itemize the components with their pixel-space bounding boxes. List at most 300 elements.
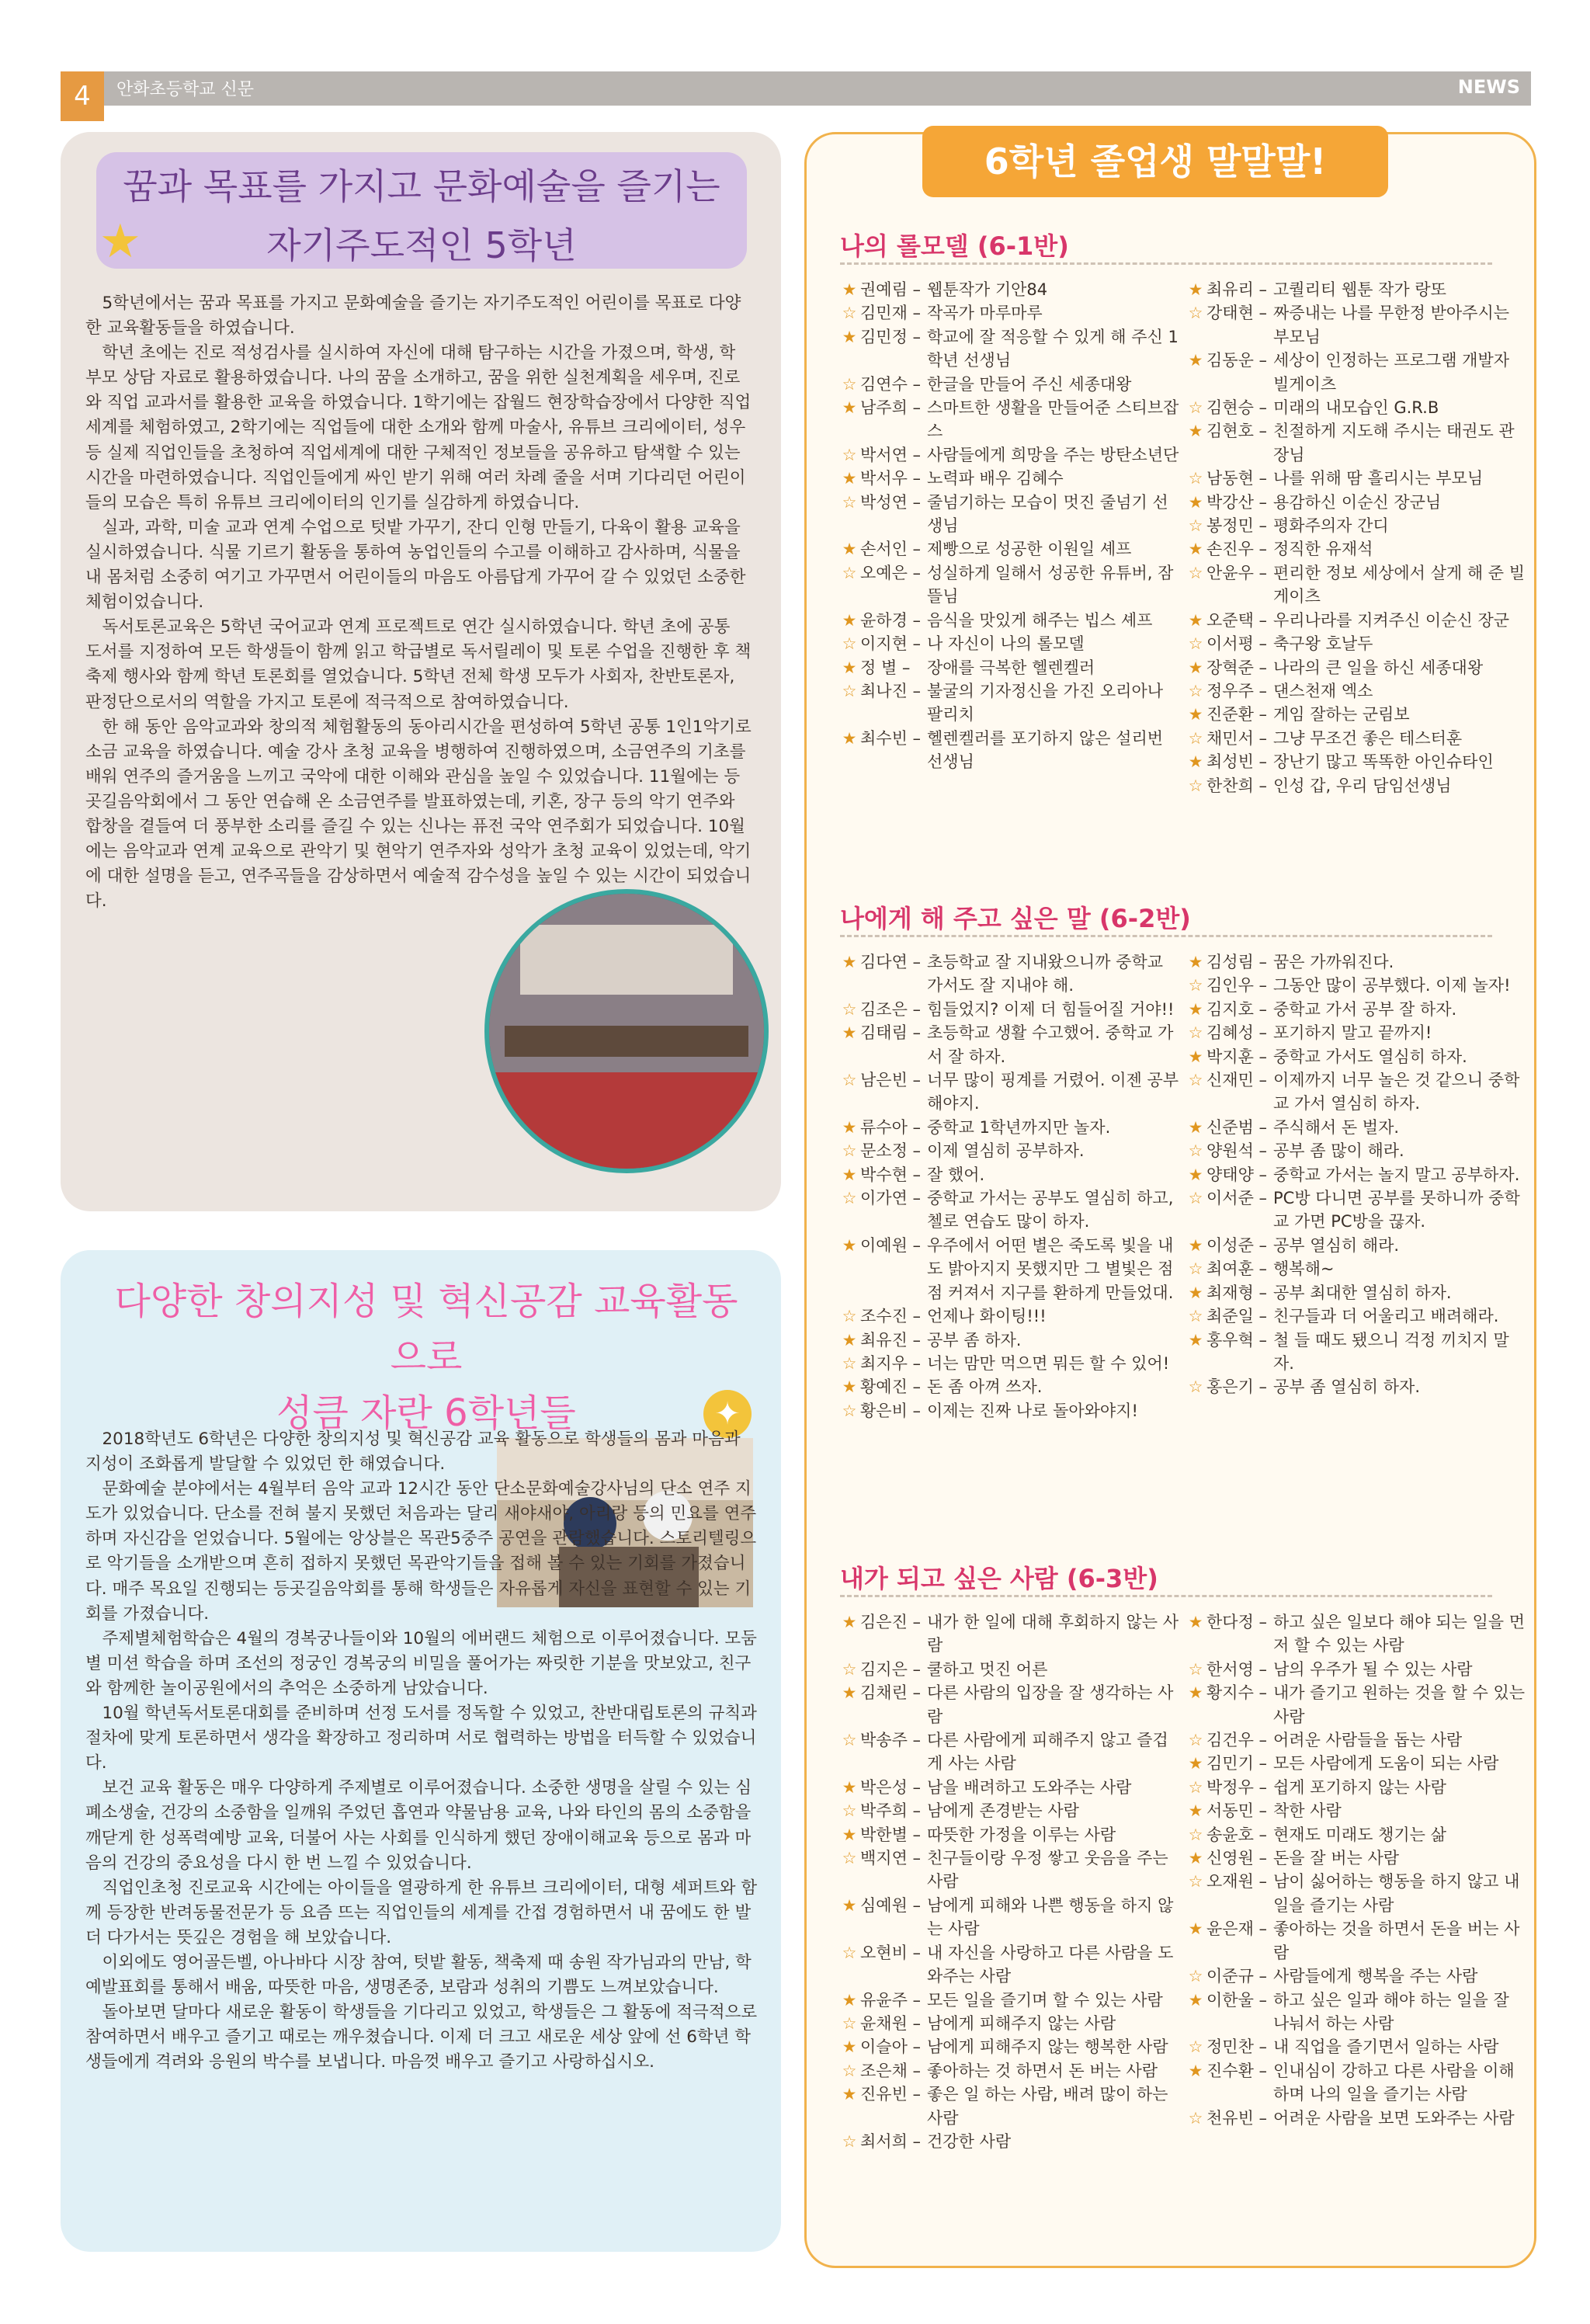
graduate-message: 용감하신 이순신 장군님 <box>1273 492 1442 512</box>
article1-title <box>96 152 747 269</box>
star-bullet-icon: ☆ <box>1188 304 1203 323</box>
graduate-entry <box>1186 998 1528 1021</box>
graduate-name: 최유리 – <box>1206 280 1268 299</box>
graduate-message: 모든 일을 즐기며 할 수 있는 사람 <box>927 1990 1163 2010</box>
article2-title <box>101 1273 752 1441</box>
graduate-name: 박성연 – <box>860 492 922 512</box>
star-bullet-icon: ☆ <box>1188 1377 1203 1397</box>
graduate-message: 꿈은 가까워진다. <box>1273 953 1394 971</box>
graduate-name: 최재형 – <box>1206 1283 1268 1302</box>
graduate-name: 박송주 – <box>860 1731 922 1750</box>
graduate-message: 내가 즐기고 원하는 것을 할 수 있는 사람 <box>1273 1683 1526 1726</box>
graduate-entry <box>1186 1021 1528 1044</box>
graduate-entry <box>840 443 1182 467</box>
article1-body <box>85 291 752 914</box>
star-mascot-icon: ★ <box>99 214 141 269</box>
graduate-entry <box>1186 278 1528 301</box>
graduate-entry <box>840 1375 1182 1398</box>
graduate-name: 오현비 – <box>860 1943 922 1962</box>
graduate-message: 너무 많이 핑계를 거렸어. 이젠 공부해야지. <box>927 1071 1179 1113</box>
graduate-name: 오준택 – <box>1206 610 1268 630</box>
graduate-name: 이예원 – <box>860 1235 922 1255</box>
star-bullet-icon: ★ <box>842 2085 857 2104</box>
graduate-message: 한글을 만들어 주신 세종대왕 <box>927 374 1132 394</box>
section-column-right <box>1186 1610 1528 2130</box>
paragraph: 독서토론교육은 5학년 국어교과 연계 프로젝트로 연간 실시하였습니다. 학년 초에 공통 도서를 지정하여 모든 학생들이 함께 읽고 학급별로 독서릴레이 및 토론 수업을 진행한 후 책 축제 행사와 함께 학년 토론회를 열었습니다. 5학년 전체 학생 모두가 사회자, 찬반토론자, 판정단으로서의 역할을 가지고 토론에 적극적으로 참여하였습니다. <box>85 617 752 712</box>
star-bullet-icon: ☆ <box>1188 681 1203 700</box>
star-bullet-icon: ★ <box>1188 1849 1203 1868</box>
paragraph: 문화예술 분야에서는 4월부터 음악 교과 12시간 동안 단소문화예술강사님의 단소 연주 지도가 있었습니다. 단소를 전혀 불지 못했던 처음과는 달리 새야새야, 아리랑 등의 민요를 연주하며 자신감을 얻었습니다. 5월에는 앙상블은 목관5중주 공연을 관람했습니다. 스토리텔링으로 악기들을 소개받으며 흔히 접하지 못했던 목관악기들을 접해 볼 수 있는 기회를 가졌습니다. 매주 목요일 진행되는 등곳길음악회를 통해 학생들은 자유롭게 자신을 표현할 수 있는 기회를 가졌습니다. <box>85 1479 757 1624</box>
graduate-name: 한다정 – <box>1206 1613 1268 1631</box>
graduate-message: 줄넘기하는 모습이 멋진 줄넘기 선생님 <box>927 492 1168 536</box>
star-bullet-icon: ★ <box>1188 705 1203 724</box>
graduate-entry <box>840 2012 1182 2035</box>
section-column-left <box>840 950 1182 1423</box>
graduate-name: 진유빈 – <box>860 2085 922 2104</box>
star-bullet-icon: ★ <box>1188 422 1203 441</box>
paragraph: 한 해 동안 음악교과와 창의적 체험활동의 동아리시간을 편성하여 5학년 공통 1인1악기로 소금 교육을 하였습니다. 예술 강사 초청 교육을 병행하여 진행하였으며, 소금연주의 기초를 배워 연주의 즐거움을 느끼고 국악에 대한 이해와 관심을 높일 수 있었습니다. 11월에는 등곳길음악회에서 그 동안 연습해 온 소금연주를 발표하였는데, 키혼, 장구 등의 악기 연주와 합창을 곁들여 더 풍부한 소리를 즐길 수 있는 신나는 퓨전 국악 연주회가 되었습니다. 10월에는 음악교과 연계 교육으로 관악기 및 현악기 연주자와 성악가 초청 교육이 있었는데, 악기에 대한 설명을 듣고, 연주곡들을 감상하면서 예술적 감수성을 높일 수 있는 시간이 되었습니다. <box>85 717 752 912</box>
star-bullet-icon: ★ <box>1188 492 1203 512</box>
paragraph: 5학년에서는 꿈과 목표를 가지고 문화예술을 즐기는 자기주도적인 어린이를 목표로 다양한 교육활동들을 하였습니다. <box>85 294 741 339</box>
graduate-message: 중학교 1학년까지만 놀자. <box>927 1117 1111 1137</box>
graduate-name: 한찬희 – <box>1206 776 1268 795</box>
graduate-name: 김현호 – <box>1206 422 1268 441</box>
graduate-message: 철 들 때도 됐으니 걱정 끼치지 말자. <box>1273 1330 1509 1373</box>
graduate-name: 박주희 – <box>860 1801 922 1821</box>
section-column-left <box>840 1610 1182 2153</box>
star-bullet-icon: ★ <box>1188 540 1203 559</box>
star-bullet-icon: ★ <box>842 1117 857 1137</box>
section-divider <box>840 262 1492 265</box>
graduate-entry <box>840 1186 1182 1234</box>
section-heading: 나의 롤모델 (6-1반) <box>840 231 1069 261</box>
graduate-entry <box>840 1163 1182 1186</box>
graduate-entry <box>1186 2035 1528 2058</box>
graduate-name: 남주희 – <box>860 398 922 418</box>
graduate-entry <box>840 1399 1182 1423</box>
graduate-name: 박수현 – <box>860 1165 922 1184</box>
graduate-message: 정직한 유재석 <box>1273 540 1373 559</box>
star-bullet-icon: ★ <box>1188 1283 1203 1302</box>
graduate-message: 행복해~ <box>1273 1259 1335 1279</box>
graduate-message: 남에게 피해주지 않는 사람 <box>927 2013 1116 2033</box>
graduate-entry <box>840 1139 1182 1162</box>
graduate-message: 친구들과 더 어울리고 배려해라. <box>1273 1307 1499 1326</box>
graduate-message: 하고 싶은 일과 해야 하는 일을 잘 나눠서 하는 사람 <box>1273 1990 1509 2033</box>
graduate-entry <box>840 325 1182 373</box>
graduate-message: 남이 싫어하는 행동을 하지 않고 내 일을 즐기는 사람 <box>1273 1872 1520 1915</box>
graduate-entry <box>1186 1068 1528 1116</box>
graduate-name: 이지현 – <box>860 634 922 654</box>
graduate-message: 잘 했어. <box>927 1165 985 1184</box>
graduate-message: 돈 좀 아껴 쓰자. <box>927 1377 1043 1397</box>
section-column-left <box>840 278 1182 774</box>
section-divider <box>840 935 1492 937</box>
paragraph: 직업인초청 진로교육 시간에는 아이들을 열광하게 한 유튜브 크리에이터, 대형 셰퍼트와 함께 등장한 반려동물전문가 등 요즘 뜨는 직업인들의 세계를 간접 경험하면서 내 꿈에도 한 발 더 다가서는 뜻깊은 경험을 해 보았습니다. <box>85 1878 758 1947</box>
graduate-entry <box>1186 301 1528 349</box>
graduate-message: 웹툰작가 기안84 <box>927 280 1048 299</box>
graduate-name: 박은성 – <box>860 1777 922 1797</box>
graduate-entry <box>840 491 1182 538</box>
graduate-name: 손진우 – <box>1206 540 1268 559</box>
graduate-name: 조수진 – <box>860 1307 922 1326</box>
star-bullet-icon: ★ <box>842 1613 857 1631</box>
star-bullet-icon: ★ <box>1188 1165 1203 1184</box>
graduate-name: 윤은재 – <box>1206 1919 1268 1939</box>
graduate-entry <box>1186 396 1528 419</box>
graduate-entry <box>840 278 1182 301</box>
graduate-name: 최서희 – <box>860 2131 922 2151</box>
article2-title-line2: 성큼 자란 6학년들 <box>276 1391 576 1435</box>
star-bullet-icon: ☆ <box>842 2061 857 2080</box>
star-bullet-icon: ★ <box>842 610 857 630</box>
star-bullet-icon: ★ <box>1188 1754 1203 1773</box>
graduate-name: 김다연 – <box>860 953 922 971</box>
graduate-name: 신준범 – <box>1206 1117 1268 1137</box>
star-bullet-icon: ★ <box>1188 1330 1203 1350</box>
paragraph: 주제별체험학습은 4월의 경복궁나들이와 10월의 에버랜드 체험으로 이루어졌습니다. 모둠별 미션 학습을 하며 조선의 정궁인 경복궁의 비밀을 풀어가는 짜릿한 기분을 맛보았고, 친구와 함께한 놀이공원에서의 추억은 소중하게 남았습니다. <box>85 1628 757 1698</box>
star-bullet-icon: ☆ <box>842 2131 857 2151</box>
section-column-right <box>1186 950 1528 1399</box>
paragraph: 10월 학년독서토론대회를 준비하며 선정 도서를 정독할 수 있었고, 찬반대립토론의 규칙과 절차에 맞게 토론하면서 생각을 확장하고 정리하며 서로 협력하는 방법을 터득할 수 있었습니다. <box>85 1704 757 1773</box>
paragraph: 보건 교육 활동은 매우 다양하게 주제별로 이루어졌습니다. 소중한 생명을 살릴 수 있는 심폐소생술, 건강의 소중함을 일깨워 주었던 흡연과 약물남용 교육, 나와 타인의 몸의 소중함을 깨닫게 한 성폭력예방 교육, 더불어 사는 사회를 인식하게 했던 장애이해교육 등으로 몸과 마음의 건강의 중요성을 다시 한 번 느낄 수 있었습니다. <box>85 1778 752 1873</box>
star-bullet-icon: ☆ <box>842 1731 857 1750</box>
star-bullet-icon: ★ <box>842 1777 857 1797</box>
graduate-name: 박한별 – <box>860 1825 922 1844</box>
graduate-message: 나 자신이 나의 롤모델 <box>927 634 1085 654</box>
star-bullet-icon: ★ <box>842 1990 857 2010</box>
graduate-message: 성실하게 일해서 성공한 유튜버, 잠뜰님 <box>927 563 1174 606</box>
graduate-message: 게임 잘하는 군림보 <box>1273 705 1410 724</box>
graduate-entry <box>1186 1045 1528 1068</box>
graduate-name: 박지훈 – <box>1206 1047 1268 1066</box>
graduate-entry <box>840 1116 1182 1139</box>
graduate-message: 그동안 많이 공부했다. 이제 놀자! <box>1273 976 1511 995</box>
graduate-entry <box>840 1329 1182 1352</box>
graduate-entry <box>840 396 1182 443</box>
star-bullet-icon: ★ <box>842 1825 857 1844</box>
graduate-name: 김채린 – <box>860 1683 922 1703</box>
paragraph: 2018학년도 6학년은 다양한 창의지성 및 혁신공감 교육 활동으로 학생들의 몸과 마음과 지성이 조화롭게 발달할 수 있었던 한 해였습니다. <box>85 1429 741 1475</box>
graduate-name: 채민서 – <box>1206 728 1268 748</box>
graduate-name: 김성림 – <box>1206 953 1268 971</box>
graduate-name: 류수아 – <box>860 1117 922 1137</box>
graduate-message: 착한 사람 <box>1273 1801 1342 1821</box>
graduate-name: 천유빈 – <box>1206 2108 1268 2128</box>
graduate-name: 오재원 – <box>1206 1872 1268 1892</box>
graduate-message: 어려운 사람을 보면 도와주는 사람 <box>1273 2108 1515 2128</box>
graduate-name: 김민기 – <box>1206 1754 1268 1773</box>
section-heading: 나에게 해 주고 싶은 말 (6-2반) <box>840 904 1191 933</box>
graduate-message: 남의 우주가 될 수 있는 사람 <box>1273 1659 1473 1679</box>
graduate-message: 이제까지 너무 놀은 것 같으니 중학교 가서 열심히 하자. <box>1273 1071 1520 1113</box>
star-bullet-icon: ★ <box>842 1377 857 1397</box>
graduate-name: 이성준 – <box>1206 1235 1268 1255</box>
graduate-message: 모든 사람에게 도움이 되는 사람 <box>1273 1754 1499 1773</box>
graduate-message: 노력파 배우 김혜수 <box>927 469 1064 488</box>
graduate-entry <box>1186 632 1528 655</box>
star-bullet-icon: ★ <box>842 728 857 748</box>
star-bullet-icon: ☆ <box>1188 728 1203 748</box>
graduate-message: 힘들었지? 이제 더 힘들어질 거야!! <box>927 999 1175 1019</box>
graduate-message: 이제 열심히 공부하자. <box>927 1141 1085 1161</box>
graduate-message: 공부 좀 열심히 하자. <box>1273 1377 1420 1397</box>
graduate-entry <box>1186 1281 1528 1304</box>
graduate-message: 고퀄리티 웹툰 작가 랑또 <box>1273 280 1446 299</box>
graduate-message: 공부 좀 하자. <box>927 1330 1022 1350</box>
graduate-name: 최여훈 – <box>1206 1259 1268 1279</box>
star-bullet-icon: ☆ <box>1188 1189 1203 1208</box>
graduate-name: 송윤호 – <box>1206 1825 1268 1844</box>
graduate-message: 쿨하고 멋진 어른 <box>927 1659 1048 1679</box>
star-bullet-icon: ★ <box>842 327 857 346</box>
graduate-entry <box>840 1304 1182 1328</box>
star-bullet-icon: ★ <box>842 1683 857 1703</box>
star-bullet-icon: ☆ <box>842 1353 857 1373</box>
star-bullet-icon: ★ <box>842 1330 857 1350</box>
graduate-entry <box>1186 1234 1528 1257</box>
graduate-name: 박서우 – <box>860 469 922 488</box>
graduate-message: 사람들에게 행복을 주는 사람 <box>1273 1967 1478 1986</box>
star-bullet-icon: ★ <box>1188 1613 1203 1631</box>
star-bullet-icon: ☆ <box>1188 976 1203 995</box>
graduate-entry <box>840 1021 1182 1068</box>
graduate-name: 손서인 – <box>860 540 922 559</box>
graduate-name: 정민찬 – <box>1206 2037 1268 2057</box>
graduate-name: 권예림 – <box>860 280 922 299</box>
graduate-entry <box>840 561 1182 609</box>
star-bullet-icon: ★ <box>842 953 857 971</box>
graduate-name: 홍은기 – <box>1206 1377 1268 1397</box>
graduate-message: 다른 사람에게 피해주지 않고 즐겁게 사는 사람 <box>927 1731 1168 1773</box>
graduate-name: 김태림 – <box>860 1023 922 1043</box>
star-bullet-icon: ☆ <box>1188 1825 1203 1844</box>
graduate-message: 학교에 잘 적응할 수 있게 해 주신 1학년 선생님 <box>927 327 1179 370</box>
graduate-message: 언제나 화이팅!!! <box>927 1307 1047 1326</box>
graduate-message: 불굴의 기자정신을 가진 오리아나 팔리치 <box>927 681 1164 724</box>
star-bullet-icon: ☆ <box>842 681 857 700</box>
graduate-message: 어려운 사람들을 돕는 사람 <box>1273 1731 1463 1750</box>
header-bar <box>61 71 1531 106</box>
graduate-entry <box>840 373 1182 396</box>
graduate-message: 내 직업을 즐기면서 일하는 사람 <box>1273 2037 1499 2057</box>
graduate-message: 편리한 정보 세상에서 살게 해 준 빌게이츠 <box>1273 563 1526 606</box>
star-bullet-icon: ★ <box>1188 1683 1203 1703</box>
star-bullet-icon: ☆ <box>1188 516 1203 536</box>
graduate-name: 진수환 – <box>1206 2061 1268 2080</box>
graduate-message: 현재도 미래도 챙기는 삶 <box>1273 1825 1446 1844</box>
star-bullet-icon: ☆ <box>1188 776 1203 795</box>
graduate-entry <box>1186 1116 1528 1139</box>
graduate-entry <box>1186 1846 1528 1870</box>
graduate-message: 나를 위해 땀 흘리시는 부모님 <box>1273 469 1484 488</box>
star-bullet-icon: ★ <box>842 1023 857 1043</box>
graduate-entry <box>840 1776 1182 1799</box>
graduate-entry <box>1186 1776 1528 1799</box>
section-column-right <box>1186 278 1528 797</box>
graduate-entry <box>840 950 1182 998</box>
graduate-entry <box>840 2059 1182 2083</box>
concert-photo <box>484 889 769 1173</box>
graduate-message: 중학교 가서는 공부도 열심히 하고, 첼로 연습도 많이 하자. <box>927 1189 1174 1231</box>
star-bullet-icon: ☆ <box>1188 1967 1203 1986</box>
star-bullet-icon: ★ <box>1188 1047 1203 1066</box>
graduate-entry <box>1186 467 1528 490</box>
graduate-message: 친절하게 지도해 주시는 태권도 관장님 <box>1273 422 1515 464</box>
graduate-message: 내가 한 일에 대해 후회하지 않는 사람 <box>927 1613 1179 1655</box>
graduate-entry <box>1186 1989 1528 2036</box>
graduate-message: 축구왕 호날두 <box>1273 634 1373 654</box>
lightbulb-icon: ✦ <box>703 1390 752 1438</box>
graduate-name: 안윤우 – <box>1206 563 1268 582</box>
graduate-entry <box>1186 679 1528 703</box>
graduate-name: 양원석 – <box>1206 1141 1268 1161</box>
star-bullet-icon: ★ <box>842 1235 857 1255</box>
graduate-entry <box>1186 1610 1528 1658</box>
graduate-name: 최나진 – <box>860 681 922 700</box>
star-bullet-icon: ★ <box>1188 610 1203 630</box>
star-bullet-icon: ★ <box>842 1895 857 1915</box>
graduate-message: 쉽게 포기하지 않는 사람 <box>1273 1777 1446 1797</box>
graduate-name: 최지우 – <box>860 1353 922 1373</box>
graduate-message: 남을 배려하고 도와주는 사람 <box>927 1777 1132 1797</box>
graduate-name: 황은비 – <box>860 1401 922 1420</box>
star-bullet-icon: ☆ <box>1188 398 1203 418</box>
graduate-entry <box>840 632 1182 655</box>
graduate-name: 윤하경 – <box>860 610 922 630</box>
graduate-message: 미래의 내모습인 G.R.B <box>1273 398 1439 418</box>
graduate-entry <box>1186 1257 1528 1280</box>
graduate-name: 김조은 – <box>860 999 922 1019</box>
news-label: NEWS <box>1457 76 1520 98</box>
star-bullet-icon: ★ <box>842 469 857 488</box>
star-bullet-icon: ★ <box>1188 999 1203 1019</box>
graduate-entry <box>1186 609 1528 632</box>
star-bullet-icon: ☆ <box>1188 2037 1203 2057</box>
star-bullet-icon: ☆ <box>842 374 857 394</box>
graduate-entry <box>1186 1375 1528 1398</box>
graduate-entry <box>840 1681 1182 1728</box>
graduate-entry <box>840 1799 1182 1822</box>
graduate-name: 남은빈 – <box>860 1071 922 1090</box>
graduate-message: 공부 좀 많이 해라. <box>1273 1141 1404 1161</box>
graduate-message: 인내심이 강하고 다른 사람을 이해하며 나의 일을 즐기는 사람 <box>1273 2061 1515 2104</box>
graduate-name: 황지수 – <box>1206 1683 1268 1703</box>
graduate-name: 이서준 – <box>1206 1189 1268 1208</box>
graduate-message: 스마트한 생활을 만들어준 스티브잡스 <box>927 398 1179 441</box>
graduate-name: 양태양 – <box>1206 1165 1268 1184</box>
graduate-message: 장난기 많고 똑똑한 아인슈타인 <box>1273 752 1494 772</box>
graduate-message: 좋아하는 것 하면서 돈 버는 사람 <box>927 2061 1158 2080</box>
star-bullet-icon: ★ <box>1188 1919 1203 1939</box>
graduate-name: 김지은 – <box>860 1659 922 1679</box>
graduate-message: 인성 갑, 우리 담임선생님 <box>1273 776 1452 795</box>
graduate-entry <box>1186 1139 1528 1162</box>
graduate-message: 그냥 무조건 좋은 테스터훈 <box>1273 728 1463 748</box>
section-divider <box>840 1595 1492 1597</box>
star-bullet-icon: ★ <box>1188 658 1203 677</box>
star-bullet-icon: ☆ <box>842 1849 857 1868</box>
graduate-message: PC방 다니면 공부를 못하니까 중학교 가면 PC방을 끊자. <box>1273 1189 1520 1231</box>
graduate-entry <box>840 609 1182 632</box>
graduate-entry <box>840 1846 1182 1894</box>
star-bullet-icon: ★ <box>1188 2061 1203 2080</box>
graduate-entry <box>840 679 1182 727</box>
star-bullet-icon: ☆ <box>1188 1023 1203 1043</box>
paragraph: 돌아보면 달마다 새로운 활동이 학생들을 기다리고 있었고, 학생들은 그 활동에 적극적으로 참여하면서 배우고 즐기고 때로는 깨우쳤습니다. 이제 더 크고 새로운 세상 앞에 선 6학년 학생들에게 격려와 응원의 박수를 보냅니다. 마음껏 배우고 즐기고 사랑하십시오. <box>85 2003 758 2072</box>
graduate-name: 정 별 – <box>860 658 911 677</box>
graduate-message: 장애를 극복한 헬렌켈러 <box>927 658 1095 677</box>
paper-name: 안화초등학교 신문 <box>116 80 255 99</box>
star-bullet-icon: ★ <box>1188 752 1203 772</box>
graduate-message: 포기하지 말고 끝까지! <box>1273 1023 1432 1043</box>
graduate-message: 헬렌켈러를 포기하지 않은 설리번 선생님 <box>927 728 1164 772</box>
graduate-name: 이슬아 – <box>860 2037 922 2057</box>
star-bullet-icon: ★ <box>1188 953 1203 971</box>
graduate-entry <box>1186 750 1528 773</box>
graduate-message: 중학교 가서도 열심히 하자. <box>1273 1047 1467 1066</box>
graduate-name: 서동민 – <box>1206 1801 1268 1821</box>
graduate-entry <box>840 1234 1182 1304</box>
graduate-name: 김혜성 – <box>1206 1023 1268 1043</box>
graduate-message: 주식해서 돈 벌자. <box>1273 1117 1400 1137</box>
star-bullet-icon: ☆ <box>842 1943 857 1962</box>
star-bullet-icon: ☆ <box>842 1659 857 1679</box>
graduate-name: 김인우 – <box>1206 976 1268 995</box>
star-bullet-icon: ★ <box>1188 1990 1203 2010</box>
graduate-entry <box>840 1352 1182 1375</box>
star-bullet-icon: ☆ <box>1188 1659 1203 1679</box>
star-bullet-icon: ★ <box>842 658 857 677</box>
graduate-entry <box>840 1610 1182 1658</box>
graduate-name: 이한울 – <box>1206 1990 1268 2010</box>
graduate-message: 다른 사람의 입장을 잘 생각하는 사람 <box>927 1683 1174 1726</box>
article1-title-line2: 자기주도적인 5학년 <box>266 224 577 266</box>
graduate-name: 홍우혁 – <box>1206 1330 1268 1350</box>
graduate-name: 최준일 – <box>1206 1307 1268 1326</box>
paragraph: 학년 초에는 진로 적성검사를 실시하여 자신에 대해 탐구하는 시간을 가졌으며, 학생, 학부모 상담 자료로 활용하였습니다. 나의 꿈을 소개하고, 꿈을 위한 실천계획을 세우며, 진로와 직업 교과서를 활용한 교육을 하였습니다. 1학기에는 잡월드 현장학습장에서 다양한 직업 세계를 체험하였고, 2학기에는 직업들에 대한 소개와 함께 마술사, 유튜브 크리에이터, 성우 등 실제 직업인들을 초청하여 직업세계에 대한 구체적인 정보들을 공유하고 탐색할 수 있는 시간을 마련하였습니다. 직업인들에게 싸인 받기 위해 여러 차례 줄을 서며 기다리던 어린이들의 모습은 특히 유튜브 크리에이터의 인기를 실감하게 하였습니다. <box>85 343 752 512</box>
graduate-message: 좋은 일 하는 사람, 배려 많이 하는 사람 <box>927 2085 1168 2128</box>
graduate-entry <box>1186 1658 1528 1681</box>
graduate-name: 문소정 – <box>860 1141 922 1161</box>
graduate-entry <box>1186 1728 1528 1752</box>
graduate-name: 심예원 – <box>860 1895 922 1915</box>
graduate-entry <box>1186 1752 1528 1775</box>
graduate-message: 돈을 잘 버는 사람 <box>1273 1849 1400 1868</box>
graduate-entry <box>840 467 1182 490</box>
graduate-entry <box>1186 537 1528 561</box>
graduate-message: 공부 최대한 열심히 하자. <box>1273 1283 1452 1302</box>
graduate-name: 유윤주 – <box>860 1990 922 2010</box>
star-bullet-icon: ☆ <box>1188 1071 1203 1090</box>
graduate-message: 남에게 피해와 나쁜 행동을 하지 않는 사람 <box>927 1895 1174 1939</box>
graduate-entry <box>840 1728 1182 1776</box>
graduate-entry <box>840 998 1182 1021</box>
graduates-banner: 6학년 졸업생 말말말! <box>922 126 1388 197</box>
graduate-name: 김동운 – <box>1206 351 1268 370</box>
graduate-name: 강태현 – <box>1206 304 1268 323</box>
star-bullet-icon: ★ <box>842 1165 857 1184</box>
graduate-entry <box>1186 1870 1528 1917</box>
graduate-message: 중학교 가서 공부 잘 하자. <box>1273 999 1457 1019</box>
star-bullet-icon: ★ <box>842 2037 857 2057</box>
graduate-entry <box>840 1894 1182 1941</box>
graduate-entry <box>1186 491 1528 514</box>
graduate-entry <box>840 1823 1182 1846</box>
star-bullet-icon: ☆ <box>1188 1259 1203 1279</box>
star-bullet-icon: ★ <box>1188 1801 1203 1821</box>
star-bullet-icon: ☆ <box>1188 1141 1203 1161</box>
